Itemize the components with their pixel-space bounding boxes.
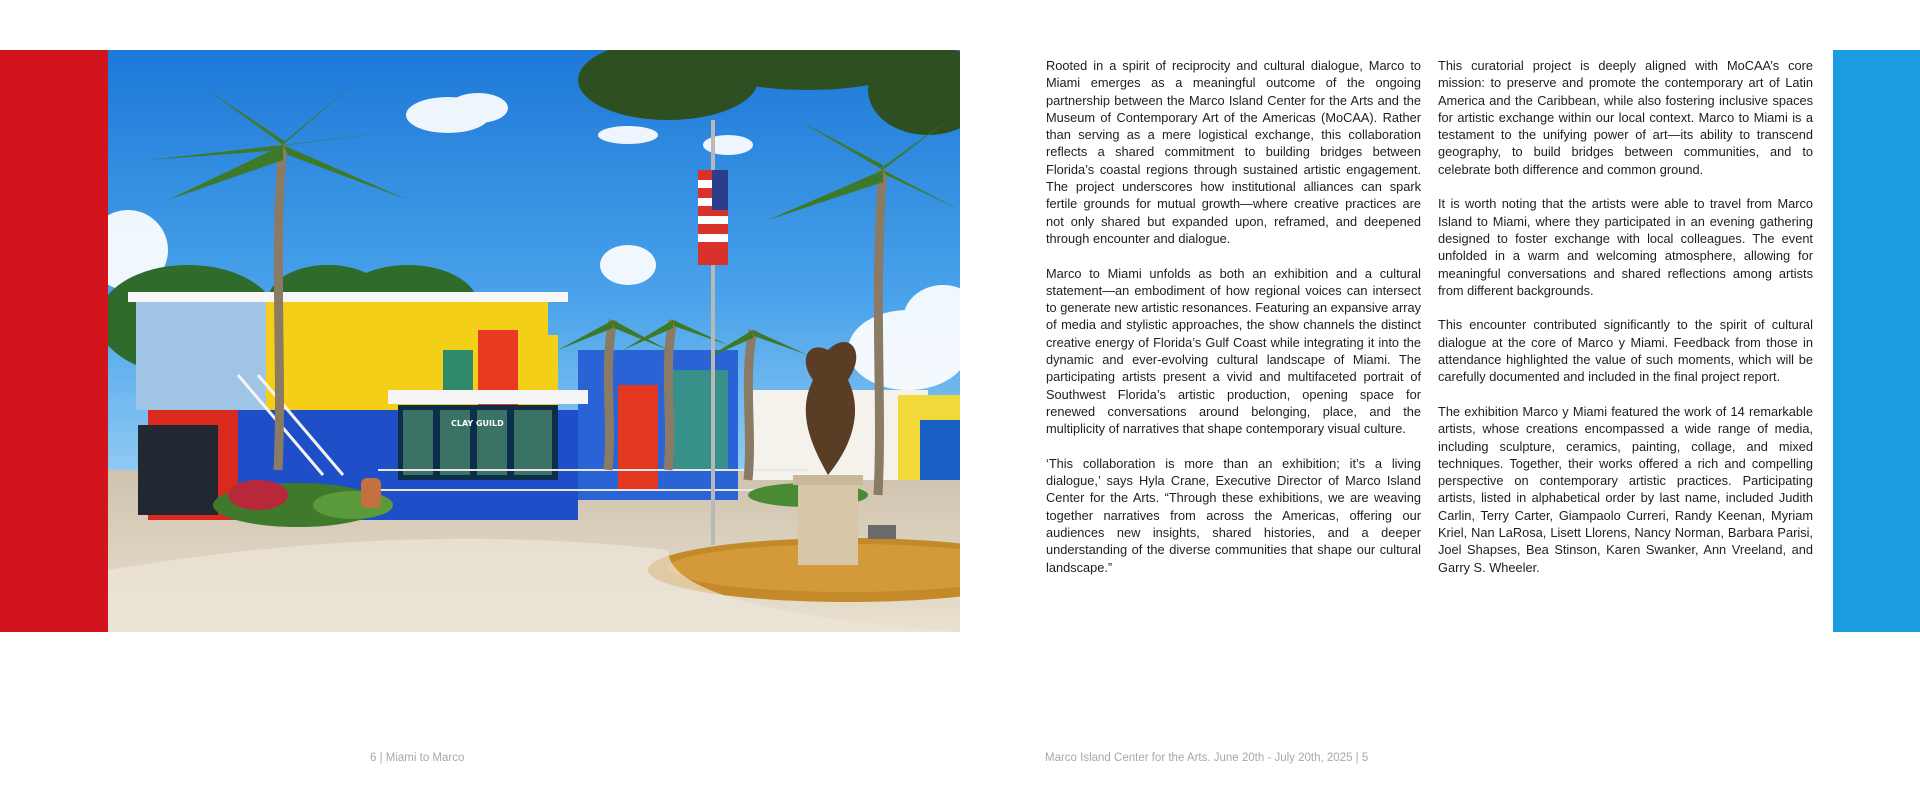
clay-guild-sign: CLAY GUILD bbox=[451, 419, 504, 428]
article-column-left bbox=[1046, 57, 1421, 593]
paragraph: Rooted in a spirit of reciprocity and cultural dialogue, Marco to Miami emerges as a meaningful outcome of the ongoing partnership between the Marco Island Center for the Arts and the Museum of Contemporary Art of the Americas (MoCAA). Rather than serving as a mere logistical exchange, this collaboration reflects a shared commitment to building bridges between Florida’s coastal regions through sustained artistic engagement. The project underscores how institutional alliances can spark fertile grounds for mutual growth—where creative practices are not only shared but expanded upon, reframed, and deepened through encounter and dialogue. bbox=[1046, 58, 1421, 246]
page-footer-left: 6 | Miami to Marco bbox=[370, 752, 465, 764]
paragraph: It is worth noting that the artists were able to travel from Marco Island to Miami, where they participated in an evening gathering designed to foster exchange with local colleagues. The event unfolded in a warm and welcoming atmosphere, allowing for meaningful conversations and shared reflections among artists from different backgrounds. bbox=[1438, 196, 1813, 298]
paragraph: Marco to Miami unfolds as both an exhibition and a cultural statement—an embodiment of how regional voices can intersect to generate new artistic resonances. Featuring an expansive array of media and stylistic approaches, the show channels the distinct creative energy of Florida’s Gulf Coast while integrating it into the dynamic and ever-evolving cultural landscape of Miami. The participating artists present a vivid and multifaceted portrait of Southwest Florida’s artistic production, opening space for renewed conversations around belonging, place, and the multiplicity of narratives that shape contemporary visual culture. bbox=[1046, 265, 1421, 437]
building-photo bbox=[108, 50, 960, 632]
page-footer-right: Marco Island Center for the Arts. June 20th - July 20th, 2025 | 5 bbox=[1045, 752, 1369, 764]
blue-accent-bar bbox=[1833, 50, 1920, 632]
red-accent-bar bbox=[0, 50, 108, 632]
paragraph: This encounter contributed significantly to the spirit of cultural dialogue at the core of Marco y Miami. Feedback from those in attendance highlighted the value of such moments, which will be carefully documented and included in the final project report. bbox=[1438, 317, 1813, 385]
paragraph: The exhibition Marco y Miami featured the work of 14 remarkable artists, whose creations encompassed a wide range of media, including sculpture, ceramics, painting, collage, and mixed techniques. Together, their works offered a rich and compelling perspective on contemporary artistic practices. Participating artists, listed in alphabetical order by last name, included Judith Carlin, Terry Carter, Giampaolo Curreri, Randy Keenan, Myriam Kriel, Nan LaRosa, Lisett Llorens, Nancy Norman, Barbara Parisi, Joel Shapses, Bea Stinson, Karen Swanker, Ann Vreeland, and Garry S. Wheeler. bbox=[1438, 403, 1813, 575]
article-column-right bbox=[1438, 57, 1813, 593]
paragraph: This curatorial project is deeply aligned with MoCAA’s core mission: to preserve and promote the contemporary art of Latin America and the Caribbean, while also fostering inclusive spaces for artistic exchange within our local context. Marco to Miami is a testament to the unifying power of art—its ability to transcend geography, to build bridges between communities, and to celebrate both difference and common ground. bbox=[1438, 58, 1813, 177]
paragraph: ‘This collaboration is more than an exhibition; it’s a living dialogue,’ says Hyla Crane, Executive Director of Marco Island Center for the Arts. “Through these exhibitions, we are weaving together narratives from across the Americas, offering our audiences new insights, shared histories, and a deeper understanding of the diverse communities that shape our cultural landscape.” bbox=[1046, 455, 1421, 575]
